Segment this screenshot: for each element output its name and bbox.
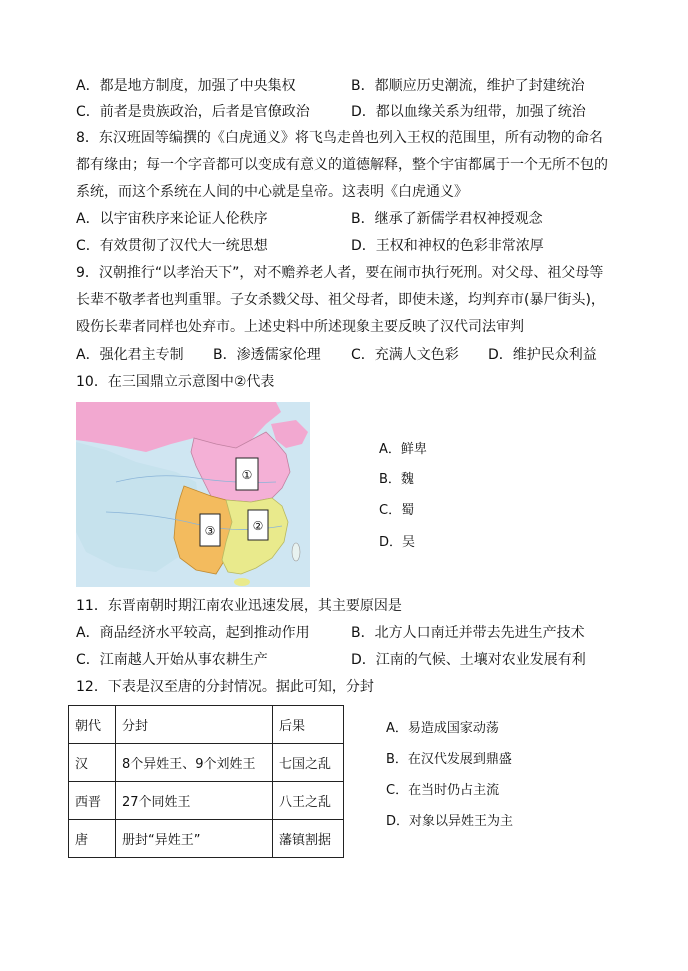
q7-option-d: D．都以血缘关系为纽带，加强了统治 (351, 104, 586, 120)
q9-option-a: A．强化君主专制 (76, 347, 184, 363)
three-kingdoms-map (76, 402, 310, 587)
q11-option-a: A．商品经济水平较高，起到推动作用 (76, 625, 310, 641)
q10-option-d: D．吴 (379, 535, 416, 550)
table-cell: 西晋 (69, 782, 116, 820)
table-cell: 册封“异姓王” (116, 820, 273, 858)
map-taiwan-island (292, 543, 300, 561)
table-row (69, 744, 344, 782)
table-cell: 汉 (69, 744, 116, 782)
fenfeng-table (68, 705, 344, 858)
q10-option-a: A．鲜卑 (379, 442, 427, 457)
map-label-1: ① (241, 468, 253, 482)
q9-option-c: C．充满人文色彩 (351, 347, 459, 363)
table-header-cell: 朝代 (69, 706, 116, 744)
table-cell: 八王之乱 (273, 782, 344, 820)
table-cell: 藩镇割据 (273, 820, 344, 858)
q8-option-a: A．以宇宙秩序来论证人伦秩序 (76, 211, 268, 227)
q10-option-b: B．魏 (379, 472, 414, 487)
q8-option-d: D．王权和神权的色彩非常浓厚 (351, 238, 544, 254)
q8-stem-line2: 都有缘由；每一个字音都可以变成有意义的道德解释，整个宇宙都属于一个无所不包的 (76, 157, 608, 173)
q12-stem: 12．下表是汉至唐的分封情况。据此可知，分封 (76, 679, 374, 695)
q11-option-d: D．江南的气候、土壤对农业发展有利 (351, 652, 586, 668)
table-row (69, 782, 344, 820)
q7-option-a: A．都是地方制度，加强了中央集权 (76, 78, 296, 94)
q10-option-c: C．蜀 (379, 503, 415, 518)
q11-option-b: B．北方人口南迁并带去先进生产技术 (351, 625, 585, 641)
q9-option-d: D．维护民众利益 (488, 347, 597, 363)
q9-stem-line1: 9．汉朝推行“以孝治天下”，对不赡养老人者，要在闹市执行死刑。对父母、祖父母等 (76, 265, 604, 281)
q12-option-c: C．在当时仍占主流 (386, 783, 500, 798)
table-header-cell: 分封 (116, 706, 273, 744)
q7-option-b: B．都顺应历史潮流，维护了封建统治 (351, 78, 585, 94)
q9-option-b: B．渗透儒家伦理 (213, 347, 321, 363)
q11-option-c: C．江南越人开始从事农耕生产 (76, 652, 268, 668)
q8-stem-line3: 系统，而这个系统在人间的中心就是皇帝。这表明《白虎通义》 (76, 184, 468, 200)
q12-option-d: D．对象以异姓王为主 (386, 814, 514, 829)
table-cell: 七国之乱 (273, 744, 344, 782)
q8-option-c: C．有效贯彻了汉代大一统思想 (76, 238, 268, 254)
map-label-3: ③ (204, 524, 216, 538)
q12-option-a: A．易造成国家动荡 (386, 721, 499, 736)
table-header-row (69, 706, 344, 744)
table-cell: 8个异姓王、9个刘姓王 (116, 744, 273, 782)
map-hainan-island (234, 578, 250, 586)
q9-stem-line3: 殴伤长辈者同样也处弃市。上述史料中所述现象主要反映了汉代司法审判 (76, 319, 524, 335)
q10-stem: 10．在三国鼎立示意图中②代表 (76, 374, 275, 390)
q8-stem-line1: 8．东汉班固等编撰的《白虎通义》将飞鸟走兽也列入王权的范围里，所有动物的命名 (76, 130, 603, 146)
table-header-cell: 后果 (273, 706, 344, 744)
q11-stem: 11．东晋南朝时期江南农业迅速发展，其主要原因是 (76, 598, 402, 614)
q8-option-b: B．继承了新儒学君权神授观念 (351, 211, 543, 227)
q12-option-b: B．在汉代发展到鼎盛 (386, 752, 512, 767)
q7-option-c: C．前者是贵族政治，后者是官僚政治 (76, 104, 310, 120)
table-cell: 27个同姓王 (116, 782, 273, 820)
q9-stem-line2: 长辈不敬孝者也判重罪。子女杀戮父母、祖父母者，即使未遂，均判弃市(暴尸街头)， (76, 292, 605, 308)
map-label-2: ② (252, 519, 264, 533)
table-row (69, 820, 344, 858)
table-cell: 唐 (69, 820, 116, 858)
